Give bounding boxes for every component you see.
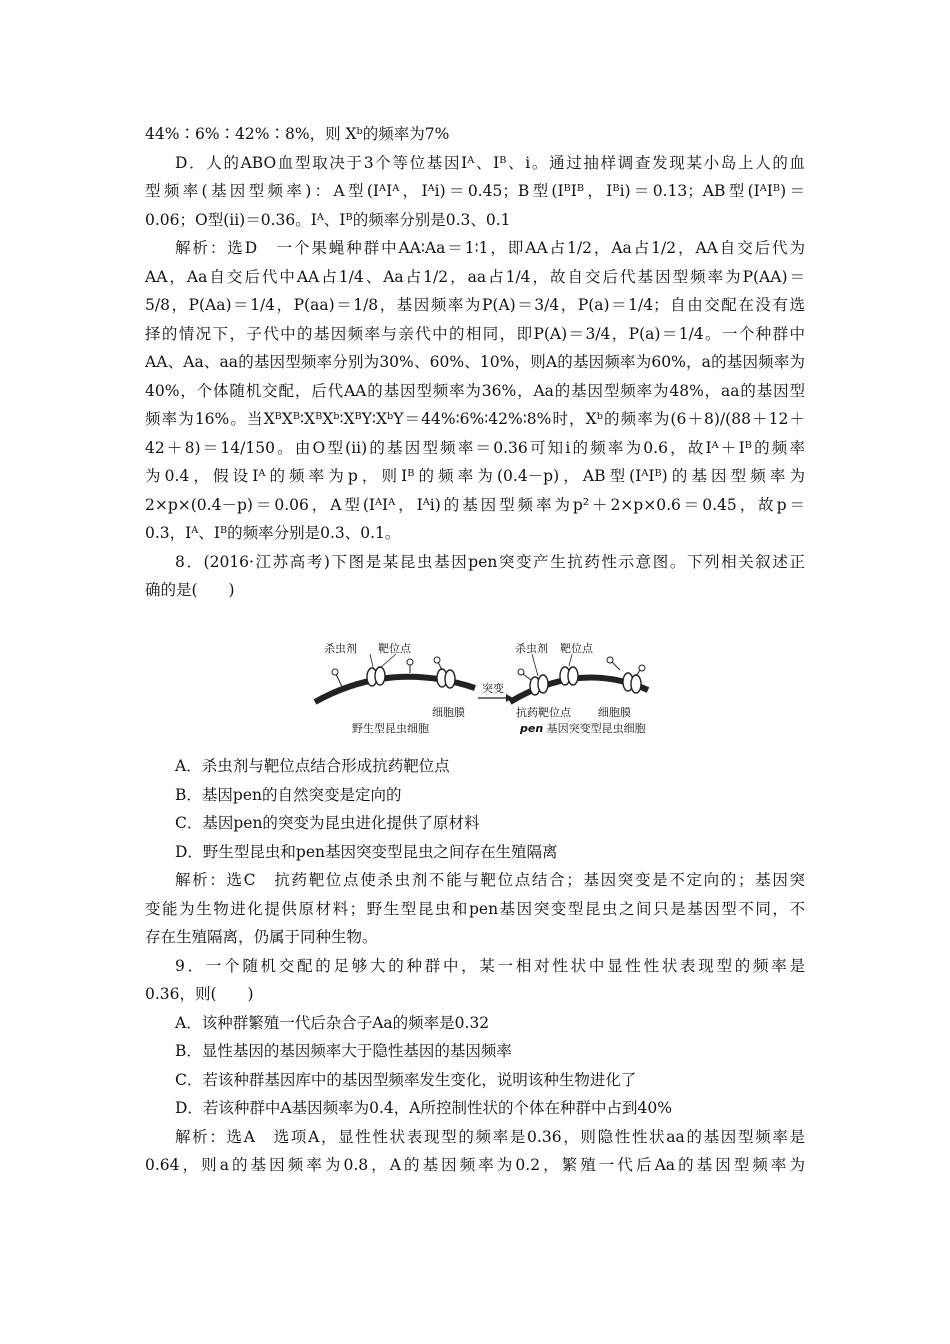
text-line: 40%，个体随机交配，后代AA的基因型频率为36%，Aa的基因型频率为48%，aa的基因型 — [145, 381, 805, 400]
insecticide-left-1 — [332, 669, 342, 687]
insecticide-right-3 — [636, 665, 645, 676]
text-line: 型频率(基因型频率)：A型(IᴬIᴬ，Iᴬi)＝0.45；B型(IᴮIᴮ，Iᴮi)＝0.13；AB型(IᴬIᴮ)＝ — [145, 182, 805, 200]
text-line: D．野生型昆虫和pen基因突变型昆虫之间存在生殖隔离 — [175, 842, 558, 861]
pen-mutation-figure — [310, 640, 650, 740]
resistant-target-site-2 — [623, 673, 641, 693]
insecticide-left-3 — [434, 657, 442, 670]
label-membrane-right: 细胞膜 — [598, 706, 631, 719]
text-line: C．若该种群基因库中的基因型频率发生变化，说明该种生物进化了 — [175, 1070, 637, 1089]
caption-mutant-rest: 基因突变型昆虫细胞 — [543, 722, 646, 735]
text-line: 0.06；O型(ii)＝0.36。Iᴬ、Iᴮ的频率分别是0.3、0.1 — [145, 210, 511, 229]
label-target-right: 靶位点 — [560, 642, 593, 655]
text-line: 频率为16%。当XᴮXᴮ∶XᴮXᵇ∶XᴮY∶XᵇY＝44%∶6%∶42%∶8%时，Xᵇ的频率为(6＋8)/(88＋12＋ — [145, 410, 805, 428]
text-line: AA，Aa自交后代中AA占1/4、Aa占1/2，aa占1/4，故自交后代基因型频率为P(AA)＝ — [145, 267, 805, 286]
text-line: A．该种群繁殖一代后杂合子Aa的频率是0.32 — [175, 1013, 490, 1032]
label-resistant-target: 抗药靶位点 — [516, 706, 571, 719]
text-line: B．基因pen的自然突变是定向的 — [175, 785, 402, 804]
target-site-left-2 — [437, 669, 455, 688]
text-line: 解析：选A 选项A，显性性状表现型的频率是0.36，则隐性性状aa的基因型频率是 — [175, 1127, 805, 1146]
label-insecticide-left: 杀虫剂 — [324, 642, 357, 655]
label-membrane-left: 细胞膜 — [432, 706, 465, 719]
text-line: 存在生殖隔离，仍属于同种生物。 — [145, 928, 378, 946]
text-line: 解析：选D 一个果蝇种群中AA∶Aa＝1∶1，即AA占1/2，Aa占1/2，AA自交后代为 — [175, 239, 805, 257]
label-mutation: 突变 — [482, 682, 504, 695]
text-line: B．显性基因的基因频率大于隐性基因的基因频率 — [175, 1042, 512, 1060]
text-line: 择的情况下，子代中的基因频率与亲代中的相同，即P(A)＝3/4，P(a)＝1/4。一个种群中 — [145, 324, 805, 343]
text-line: 8．(2016·江苏高考)下图是某昆虫基因pen突变产生抗药性示意图。下列相关叙述正 — [175, 552, 805, 571]
caption-wild-type: 野生型昆虫细胞 — [352, 722, 429, 735]
text-line: AA、Aa、aa的基因型频率分别为30%、60%、10%，则A的基因频率为60%，a的基因频率为 — [145, 353, 805, 371]
figure-svg — [310, 640, 650, 740]
label-target-left: 靶位点 — [378, 642, 411, 655]
text-line: D．人的ABO血型取决于3个等位基因Iᴬ、Iᴮ、i。通过抽样调查发现某小岛上人的血 — [175, 153, 805, 172]
text-line: 5/8，P(Aa)＝1/4，P(aa)＝1/8，基因频率为P(A)＝3/4，P(a)＝1/4；自由交配在没有选 — [145, 296, 805, 314]
text-line: 为0.4，假设Iᴬ的频率为p，则Iᴮ的频率为(0.4－p)，AB型(IᴬIᴮ)的基因型频率为 — [145, 467, 805, 485]
text-line: 0.3，Iᴬ、Iᴮ的频率分别是0.3、0.1。 — [145, 524, 401, 542]
text-line: 44%∶6%∶42%∶8%，则 Xᵇ的频率为7% — [145, 125, 450, 143]
text-line: D．若该种群中A基因频率为0.4，A所控制性状的个体在种群中占到40% — [175, 1099, 672, 1117]
resistant-target-site-1 — [530, 675, 548, 695]
text-line: 解析：选C 抗药靶位点使杀虫剂不能与靶位点结合；基因突变是不定向的；基因突 — [175, 871, 805, 889]
text-line: C．基因pen的突变为昆虫进化提供了原材料 — [175, 814, 480, 832]
text-line: 42＋8)＝14/150。由O型(ii)的基因型频率＝0.36可知i的频率为0.6，故Iᴬ＋Iᴮ的频率 — [145, 438, 805, 457]
insecticide-left-2 — [407, 659, 413, 673]
target-site-left-1 — [367, 667, 385, 686]
text-line: 9．一个随机交配的足够大的种群中，某一相对性状中显性性状表现型的频率是 — [175, 956, 805, 975]
target-site-right — [560, 667, 578, 685]
text-line: 0.64，则a的基因频率为0.8，A的基因频率为0.2，繁殖一代后Aa的基因型频率为 — [145, 1156, 805, 1174]
text-line: 确的是( ) — [145, 581, 235, 599]
insecticide-right-2 — [607, 657, 620, 670]
caption-mutant — [519, 721, 646, 735]
text-line: A．杀虫剂与靶位点结合形成抗药靶位点 — [175, 757, 450, 775]
text-line: 0.36，则( ) — [145, 985, 254, 1003]
text-line: 变能为生物进化提供原材料；野生型昆虫和pen基因突变型昆虫之间只是基因型不同，不 — [145, 899, 805, 918]
insecticide-right-1 — [518, 669, 531, 680]
caption-mutant-gene: pen — [520, 722, 544, 735]
text-line: 2×p×(0.4－p)＝0.06，A型(IᴬIᴬ，Iᴬi)的基因型频率为p²＋2×p×0.6＝0.45，故p＝ — [145, 495, 805, 514]
label-insecticide-right: 杀虫剂 — [515, 642, 548, 655]
